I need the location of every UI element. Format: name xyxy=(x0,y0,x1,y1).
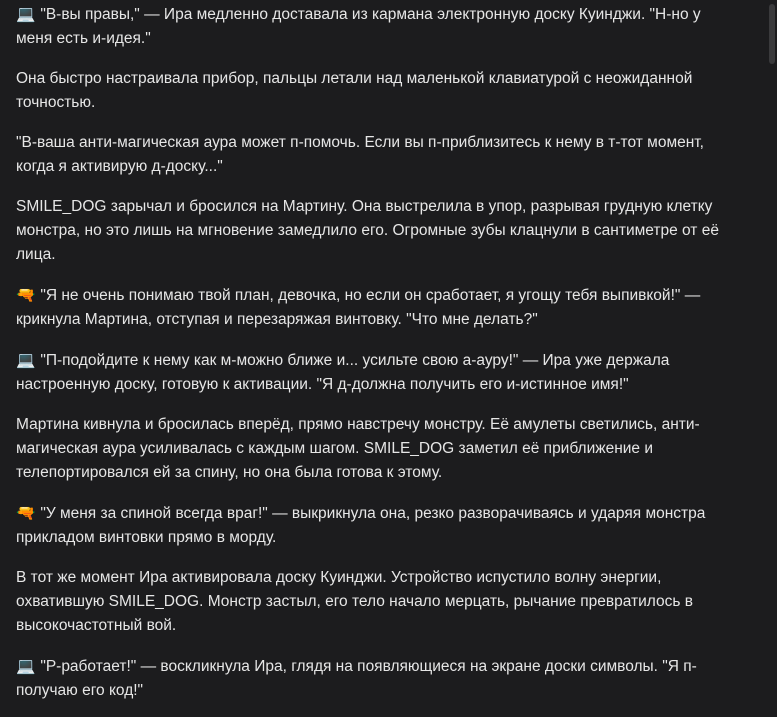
paragraph-text: Мартина кивнула и бросилась вперёд, прямо навстречу монстру. Её амулеты светились, анти-магическая аура усиливалась с каждым шагом. SMILE_DOG заметил её приближение и телепортировался ей за спину, но она была готова к этому. xyxy=(16,416,700,481)
paragraph-text: "Я не очень понимаю твой план, девочка, но если он сработает, я угощу тебя выпивкой!" — крикнула Мартина, отступая и перезаряжая винтовку. "Что мне делать?" xyxy=(16,287,701,328)
paragraph-2 xyxy=(16,67,737,115)
paragraph-text: "П-подойдите к нему как м-можно ближе и... усильте свою а-ауру!" — Ира уже держала настроенную доску, готовую к активации. "Я д-должна получить его и-истинное имя!" xyxy=(16,352,670,393)
laptop-icon: 💻 xyxy=(16,657,36,675)
paragraph-text: "В-вы правы," — Ира медленно доставала из кармана электронную доску Куинджи. "Н-но у меня есть и-идея." xyxy=(16,6,701,47)
gun-icon: 🔫 xyxy=(16,504,36,522)
paragraph-7 xyxy=(16,413,737,485)
paragraph-10 xyxy=(16,654,737,703)
paragraph-9 xyxy=(16,566,737,638)
paragraph-6 xyxy=(16,348,737,397)
paragraph-text: В тот же момент Ира активировала доску Куинджи. Устройство испустило волну энергии, охватившую SMILE_DOG. Монстр застыл, его тело начало мерцать, рычание превратилось в высокочастотный вой. xyxy=(16,569,694,634)
paragraph-1 xyxy=(16,2,737,51)
gun-icon: 🔫 xyxy=(16,286,36,304)
laptop-icon: 💻 xyxy=(16,5,36,23)
paragraph-text: SMILE_DOG зарычал и бросился на Мартину. Она выстрелила в упор, разрывая грудную клетку монстра, но это лишь на мгновение замедлило его. Огромные зубы клацнули в сантиметре от её лица. xyxy=(16,198,719,263)
paragraph-4 xyxy=(16,195,737,267)
paragraph-text: "В-ваша анти-магическая аура может п-помочь. Если вы п-приблизитесь к нему в т-тот момент, когда я активирую д-доску..." xyxy=(16,134,704,175)
paragraph-text: Она быстро настраивала прибор, пальцы летали над маленькой клавиатурой с неожиданной точностью. xyxy=(16,70,693,111)
paragraph-5 xyxy=(16,283,737,332)
paragraph-text: "Р-работает!" — воскликнула Ира, глядя на появляющиеся на экране доски символы. "Я п-получаю его код!" xyxy=(16,658,697,699)
paragraph-3 xyxy=(16,131,737,179)
paragraph-text: "У меня за спиной всегда враг!" — выкрикнула она, резко разворачиваясь и ударяя монстра прикладом винтовки прямо в морду. xyxy=(16,505,706,546)
laptop-icon: 💻 xyxy=(16,351,36,369)
paragraph-8 xyxy=(16,501,737,550)
scrollbar[interactable] xyxy=(769,4,775,64)
